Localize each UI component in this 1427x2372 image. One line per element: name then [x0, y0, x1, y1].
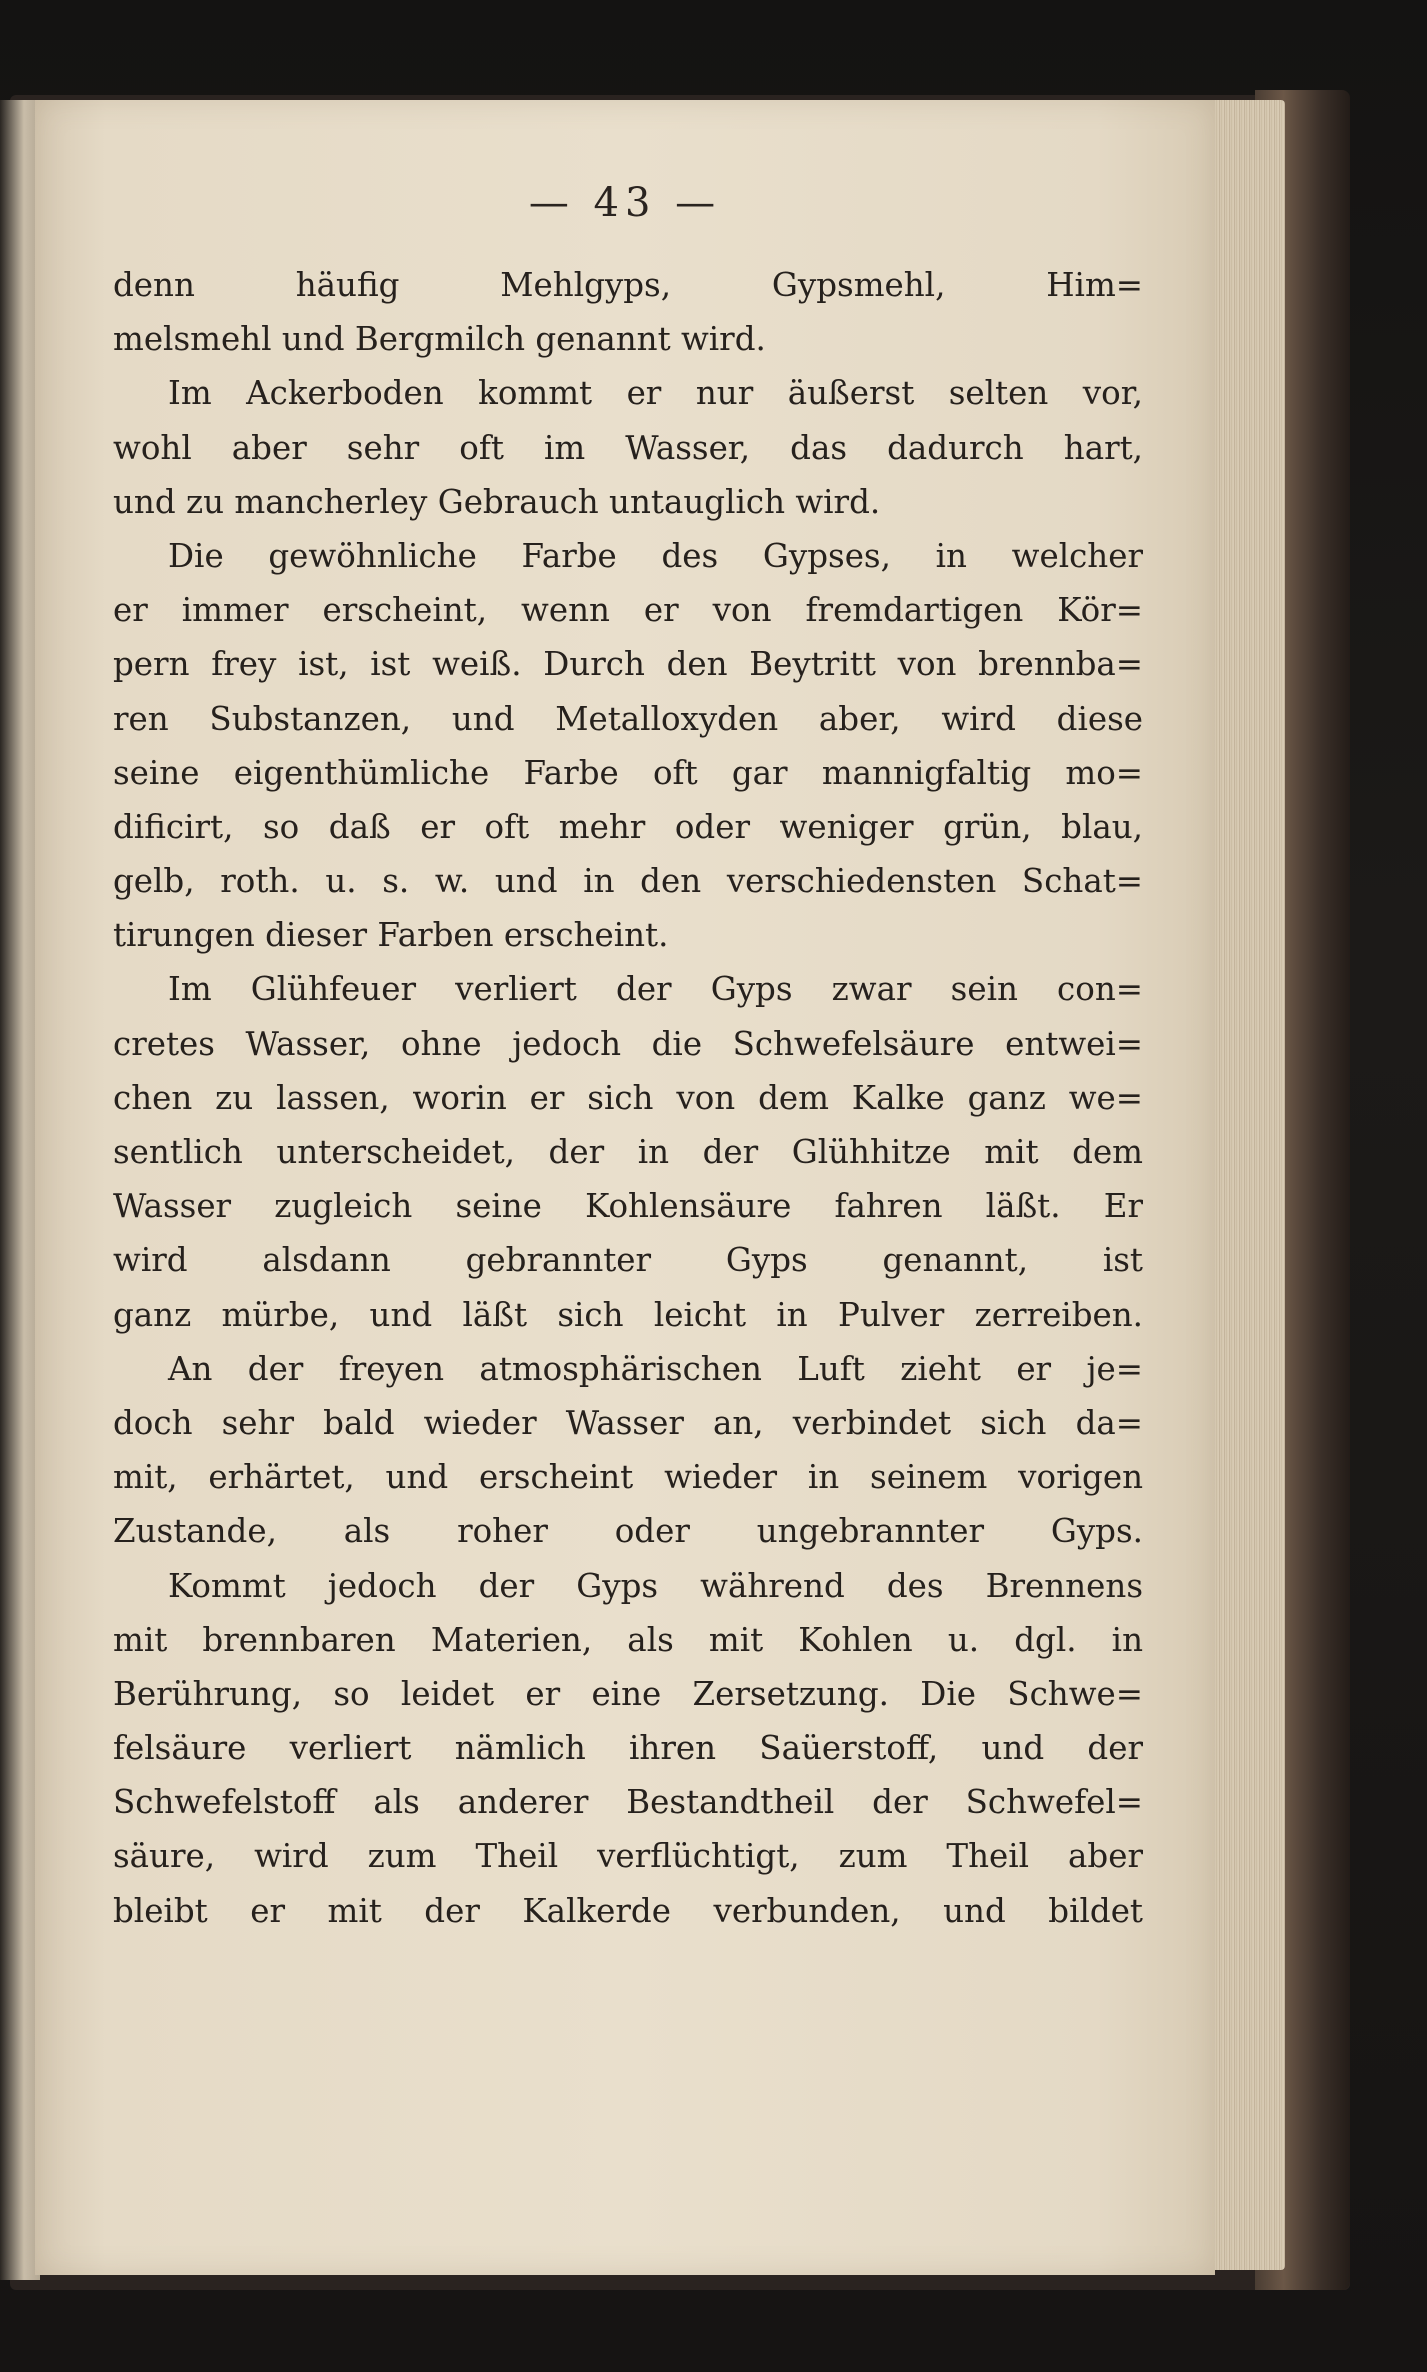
text-line: cretes Wasser, ohne jedoch die Schwefelsäure entwei=: [113, 1024, 1143, 1063]
page-text: [113, 258, 1143, 1938]
text-line: Im Ackerboden kommt er nur äußerst selten vor,: [168, 374, 1143, 413]
text-line: seine eigenthümliche Farbe oft gar mannigfaltig mo=: [113, 753, 1143, 792]
text-line: dificirt, so daß er oft mehr oder weniger grün, blau,: [113, 807, 1143, 846]
text-line: gelb, roth. u. s. w. und in den verschiedensten Schat=: [113, 862, 1143, 901]
left-page-edge: [0, 100, 40, 2280]
text-line: doch sehr bald wieder Wasser an, verbindet sich da=: [113, 1403, 1143, 1442]
text-line: er immer erscheint, wenn er von fremdartigen Kör=: [113, 591, 1143, 630]
text-line: pern frey ist, ist weiß. Durch den Beytritt von brennba=: [113, 645, 1143, 684]
text-line: Im Glühfeuer verliert der Gyps zwar sein con=: [168, 970, 1143, 1009]
text-line: chen zu lassen, worin er sich von dem Kalke ganz we=: [113, 1078, 1143, 1117]
text-line: bleibt er mit der Kalkerde verbunden, und bildet: [113, 1891, 1143, 1930]
text-line: tirungen dieser Farben erscheint.: [113, 916, 669, 955]
text-line: Kommt jedoch der Gyps während des Brennens: [168, 1566, 1143, 1605]
text-line: säure, wird zum Theil verflüchtigt, zum Theil aber: [113, 1837, 1143, 1876]
text-line: mit, erhärtet, und erscheint wieder in seinem vorigen: [113, 1458, 1143, 1497]
text-line: An der freyen atmosphärischen Luft zieht er je=: [168, 1349, 1143, 1388]
text-line: mit brennbaren Materien, als mit Kohlen u. dgl. in: [113, 1620, 1143, 1659]
text-line: sentlich unterscheidet, der in der Glühhitze mit dem: [113, 1133, 1143, 1171]
text-line: ren Substanzen, und Metalloxyden aber, wird diese: [113, 699, 1143, 738]
text-line: denn häufig Mehlgyps, Gypsmehl, Him=: [113, 266, 1143, 304]
text-line: ganz mürbe, und läßt sich leicht in Pulver zerreiben.: [113, 1295, 1143, 1334]
text-line: Berührung, so leidet er eine Zersetzung. Die Schwe=: [113, 1674, 1143, 1713]
text-line: wird alsdann gebrannter Gyps genannt, ist: [113, 1241, 1143, 1280]
book-page: [35, 100, 1215, 2275]
text-line: Schwefelstoff als anderer Bestandtheil der Schwefel=: [113, 1783, 1143, 1822]
text-line: melsmehl und Bergmilch genannt wird.: [113, 320, 766, 359]
text-line: wohl aber sehr oft im Wasser, das dadurch hart,: [113, 428, 1143, 467]
page-number: — 43 —: [528, 180, 722, 226]
text-line: und zu mancherley Gebrauch untauglich wird.: [113, 482, 881, 521]
text-line: felsäure verliert nämlich ihren Saüerstoff, und der: [113, 1729, 1143, 1768]
text-line: Wasser zugleich seine Kohlensäure fahren läßt. Er: [113, 1187, 1143, 1226]
text-line: Die gewöhnliche Farbe des Gypses, in welcher: [168, 536, 1143, 575]
text-line: Zustande, als roher oder ungebrannter Gyps.: [113, 1512, 1143, 1551]
